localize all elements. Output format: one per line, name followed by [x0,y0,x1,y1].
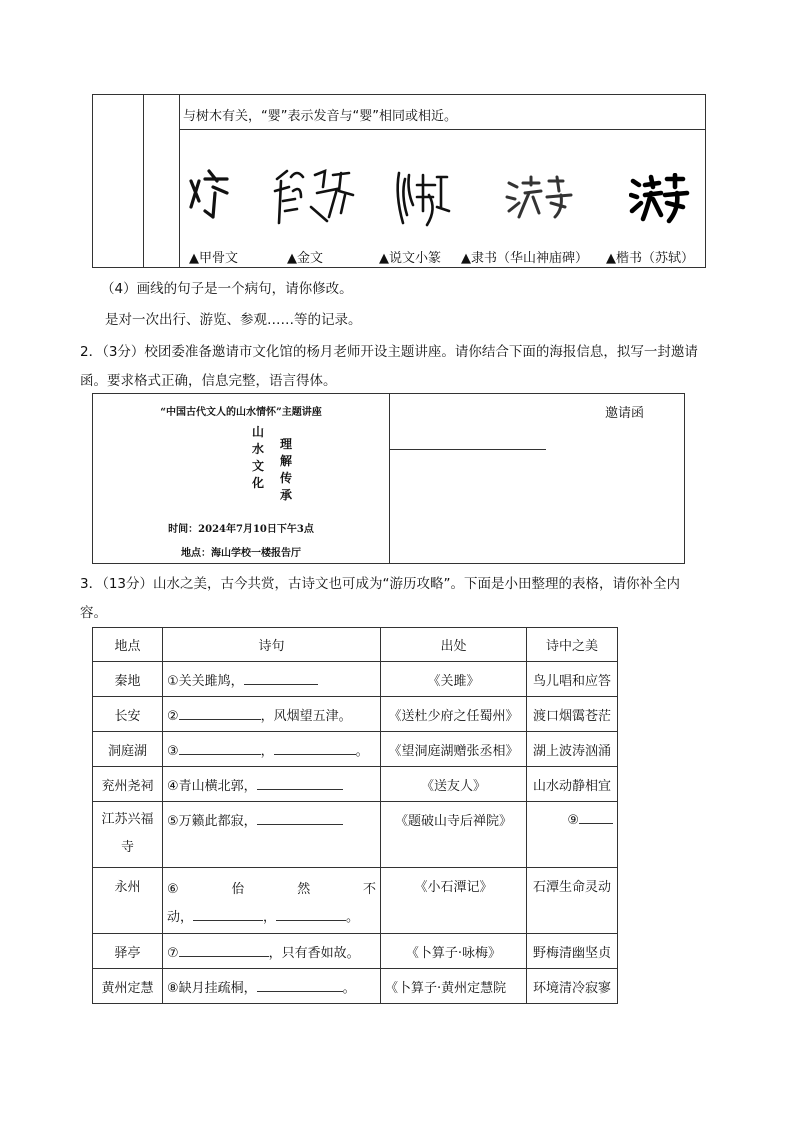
answer-blank[interactable] [179,706,261,720]
cell-source: 《关雎》 [381,662,527,697]
poster-vertical-text-right: 理解传承 [279,437,292,502]
salutation-blank[interactable] [390,449,546,450]
caption-seal: ▲说文小篆 [379,251,441,266]
cell-place: 长安 [93,697,163,732]
header-place: 地点 [93,628,163,662]
invitation-title: 邀请函 [605,406,645,421]
table-row [93,662,618,697]
box-divider [389,394,390,563]
answer-blank[interactable] [274,741,356,755]
poster-and-invitation-box [92,393,685,564]
caption-regular: ▲楷书（苏轼） [606,251,694,266]
cell-beauty: 鸟儿唱和应答 [527,662,618,697]
answer-blank[interactable] [257,776,343,790]
cell-beauty: 渡口烟霭苍茫 [527,697,618,732]
cell-source: 《送友人》 [381,767,527,802]
table-row [93,934,618,969]
caption-oracle-bone: ▲甲骨文 [189,251,238,266]
cell-source: 《小石潭记》 [381,868,527,934]
cell-place: 江苏兴福 寺 [93,802,163,868]
header-source: 出处 [381,628,527,662]
caption-bronze: ▲金文 [287,251,323,266]
poster-place: 地点：海山学校一楼报告厅 [181,548,301,559]
header-verse: 诗句 [163,628,381,662]
cell-place: 驿亭 [93,934,163,969]
cell-beauty: 山水动静相宜 [527,767,618,802]
question-2-line-1: 2．（3分）校团委准备邀请市文化馆的杨月老师开设主题讲座。请你结合下面的海报信息，拟写一封邀请 [80,344,698,360]
poster-vertical-text-a: 山水 [251,425,264,456]
question-3-line-2: 容。 [80,605,107,621]
caption-clerical: ▲隶书（华山神庙碑） [461,251,588,266]
answer-blank[interactable] [244,671,318,685]
cell-source: 《望洞庭湖赠张丞相》 [381,732,527,767]
answer-blank[interactable] [579,810,613,824]
question-3-line-1: 3．（13分）山水之美，古今共赏，古诗文也可成为“游历攻略”。下面是小田整理的表格，请你补全内 [80,576,681,592]
poster-title: “中国古代文人的山水情怀”主题讲座 [160,407,322,418]
cell-source: 《送杜少府之任蜀州》 [381,697,527,732]
table-row [93,802,618,868]
cell-verse: ⑥ 佁 然 不 动， ， 。 [163,868,381,934]
cell-beauty: ⑨ [527,802,618,868]
cell-verse: ①关关雎鸠， [163,662,381,697]
question-2-line-2: 函。要求格式正确，信息完整，语言得体。 [80,373,337,389]
answer-blank[interactable] [179,741,261,755]
poster-vertical-text-b: 文化 [251,459,264,490]
table-divider [143,95,144,267]
cell-place: 永州 [93,868,163,934]
cell-place: 秦地 [93,662,163,697]
table-row [93,697,618,732]
table-divider [179,129,705,130]
answer-blank[interactable] [257,978,343,992]
cell-verse: ② ，风烟望五津。 [163,697,381,732]
cell-beauty: 环境清冷寂寥 [527,969,618,1004]
character-meaning-text: 与树木有关，“婴”表示发音与“婴”相同或相近。 [183,109,457,124]
cell-beauty: 石潭生命灵动 [527,868,618,934]
answer-blank[interactable] [276,907,346,921]
cell-source: 《卜算子·咏梅》 [381,934,527,969]
answer-blank[interactable] [193,907,263,921]
regular-script-glyph [629,173,691,227]
cell-place: 黄州定慧 [93,969,163,1004]
cell-source: 《卜算子·黄州定慧院 [381,969,527,1004]
oracle-bone-glyph [187,167,231,229]
cell-beauty: 野梅清幽坚贞 [527,934,618,969]
cell-verse: ⑤万籁此都寂， [163,802,381,868]
cell-verse: ③ ， 。 [163,732,381,767]
bronze-script-glyph [267,161,363,235]
cell-verse: ⑦ ，只有香如故。 [163,934,381,969]
header-beauty: 诗中之美 [527,628,618,662]
cell-verse: ⑧缺月挂疏桐， 。 [163,969,381,1004]
script-evolution-table [92,94,706,268]
table-header-row [93,628,618,662]
question-1-4-sentence: 是对一次出行、游览、参观……等的记录。 [105,312,362,328]
answer-blank[interactable] [179,943,269,957]
poetry-travel-table [92,627,618,1004]
cell-source: 《题破山寺后禅院》 [381,802,527,868]
table-divider [179,95,180,267]
cell-place: 兖州尧祠 [93,767,163,802]
answer-blank[interactable] [257,811,343,825]
clerical-script-glyph [505,173,579,221]
table-row [93,969,618,1004]
question-1-4-prompt: （4）画线的句子是一个病句，请你修改。 [101,281,353,297]
cell-verse: ④青山横北郭， [163,767,381,802]
table-row [93,868,618,934]
poster-time: 时间：2024年7月10日下午3点 [168,524,314,535]
cell-beauty: 湖上波涛汹涌 [527,732,618,767]
table-row [93,767,618,802]
seal-script-glyph [393,165,451,231]
table-row [93,732,618,767]
cell-place: 洞庭湖 [93,732,163,767]
